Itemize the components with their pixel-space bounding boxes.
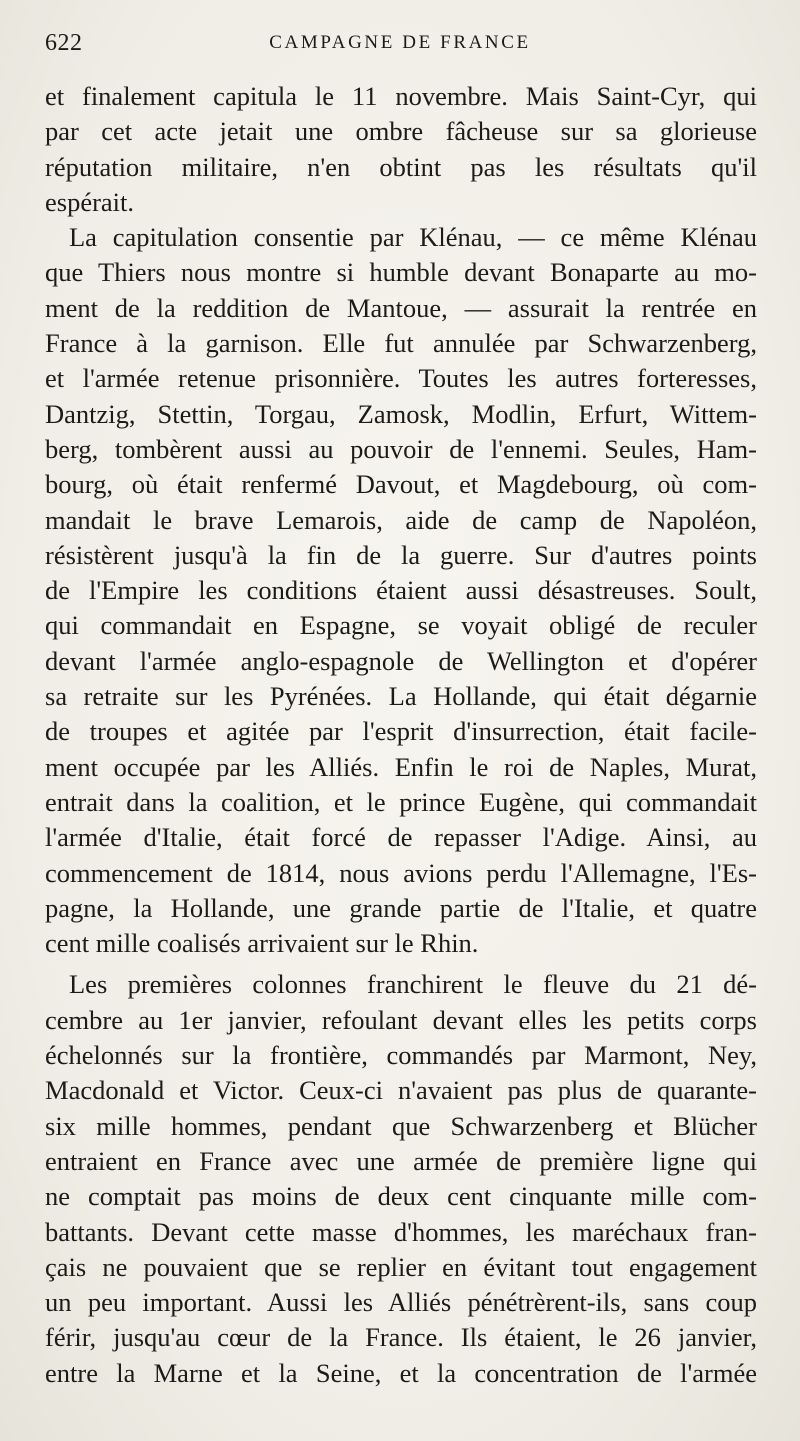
text-line: de l'Empire les conditions étaient aussi désastreuses. Soult, [45,575,757,606]
chapter-title: CAMPAGNE DE FRANCE [269,32,531,53]
text-line: l'armée d'Italie, était forcé de repasser l'Adige. Ainsi, au [45,822,757,853]
paragraph-2 [45,220,757,961]
text-line: berg, tombèrent aussi au pouvoir de l'ennemi. Seules, Ham- [45,433,757,464]
text-line: entraient en France avec une armée de première ligne qui [45,1145,757,1176]
text-line: battants. Devant cette masse d'hommes, les maréchaux fran- [45,1216,757,1247]
text-line: ment occupée par les Alliés. Enfin le roi de Naples, Murat, [45,751,757,782]
text-line: France à la garnison. Elle fut annulée par Schwarzenberg, [45,328,757,359]
text-line: six mille hommes, pendant que Schwarzenberg et Blücher [45,1110,757,1141]
text-line: et finalement capitula le 11 novembre. Mais Saint-Cyr, qui [45,81,757,111]
text-line: commencement de 1814, nous avions perdu l'Allemagne, l'Es- [45,857,757,888]
text-line: çais ne pouvaient que se replier en évitant tout engagement [45,1251,757,1282]
text-line: résistèrent jusqu'à la fin de la guerre. Sur d'autres points [45,539,757,570]
body-text [45,79,757,1391]
text-line: que Thiers nous montre si humble devant Bonaparte au mo- [45,257,757,288]
text-line: devant l'armée anglo-espagnole de Wellington et d'opérer [45,645,757,676]
text-line: ne comptait pas moins de deux cent cinquante mille com- [45,1181,757,1212]
running-head [45,30,755,60]
text-line: bourg, où était renfermé Davout, et Magdebourg, où com- [45,469,757,500]
text-line: cembre au 1er janvier, refoulant devant elles les petits corps [45,1004,757,1035]
paragraph-1 [45,79,757,220]
text-line: par cet acte jetait une ombre fâcheuse sur sa glorieuse [45,116,757,147]
text-line: sa retraite sur les Pyrénées. La Hollande, qui était dégarnie [45,681,757,712]
paragraph-3 [45,967,757,1391]
text-line: réputation militaire, n'en obtint pas les résultats qu'il [45,151,757,182]
text-line: Les premières colonnes franchirent le fleuve du 21 dé- [69,969,757,1000]
text-line: et l'armée retenue prisonnière. Toutes les autres forteresses, [45,363,757,394]
text-line: Macdonald et Victor. Ceux-ci n'avaient pas plus de quarante- [45,1075,757,1106]
text-line: férir, jusqu'au cœur de la France. Ils étaient, le 26 janvier, [45,1322,757,1353]
text-line: ment de la reddition de Mantoue, — assurait la rentrée en [45,292,757,323]
page-number: 622 [45,30,83,56]
text-line: pagne, la Hollande, une grande partie de l'Italie, et quatre [45,892,757,923]
text-line: entre la Marne et la Seine, et la concentration de l'armée [45,1357,757,1388]
text-line: Dantzig, Stettin, Torgau, Zamosk, Modlin, Erfurt, Wittem- [45,398,757,429]
text-line: cent mille coalisés arrivaient sur le Rhin. [45,928,479,959]
text-line: un peu important. Aussi les Alliés pénétrèrent-ils, sans coup [45,1287,757,1318]
text-line: La capitulation consentie par Klénau, — ce même Klénau [69,222,757,253]
text-line: mandait le brave Lemarois, aide de camp de Napoléon, [45,504,757,535]
text-line: qui commandait en Espagne, se voyait obligé de reculer [45,610,757,641]
text-line: échelonnés sur la frontière, commandés par Marmont, Ney, [45,1040,757,1071]
text-line: de troupes et agitée par l'esprit d'insurrection, était facile- [45,716,757,747]
text-line: entrait dans la coalition, et le prince Eugène, qui commandait [45,786,757,817]
text-line: espérait. [45,186,135,217]
